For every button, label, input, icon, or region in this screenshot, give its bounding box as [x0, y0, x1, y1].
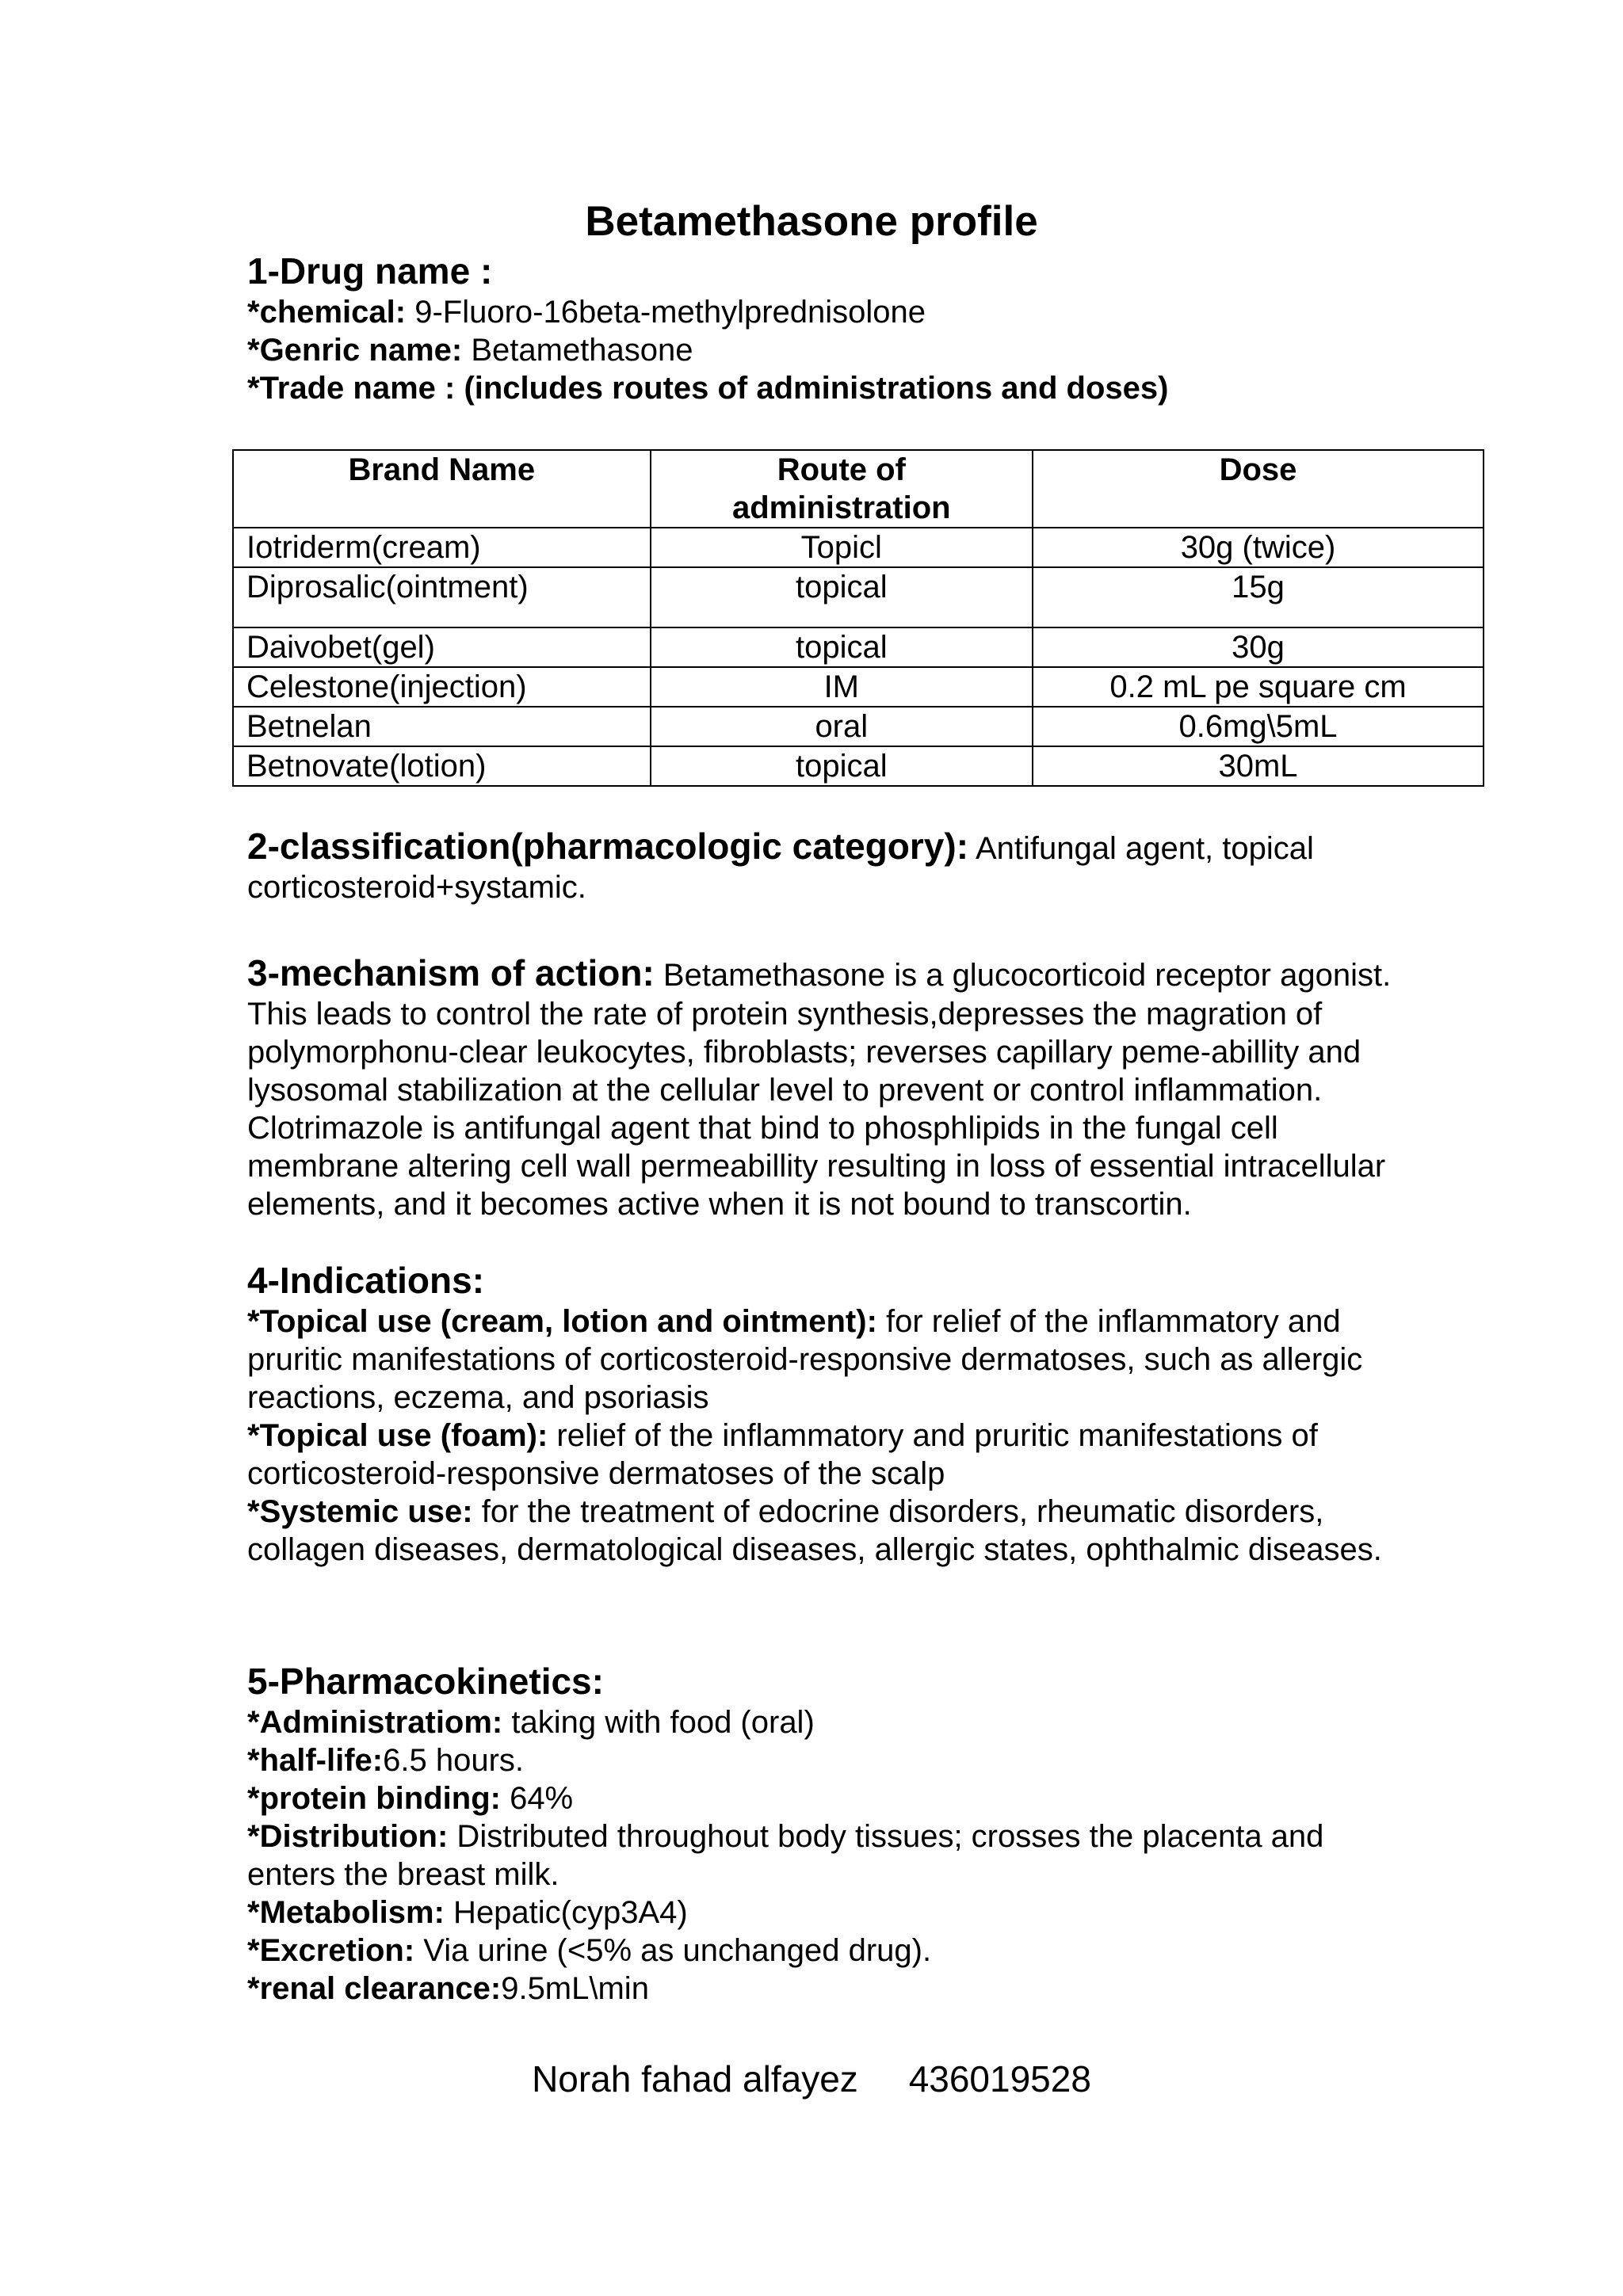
chemical-value: 9-Fluoro-16beta-methylprednisolone — [406, 295, 926, 330]
pk-text: 9.5mL\min — [501, 1971, 649, 2006]
route-cell: oral — [651, 707, 1033, 746]
chemical-line — [247, 293, 1404, 331]
indication-text: for the treatment of edocrine disorders, rheumatic disorders, collagen diseases, dermatological diseases, allergic states, ophthalmic diseases. — [247, 1494, 1382, 1567]
generic-line — [247, 331, 1404, 369]
pk-label: *Administratiom: — [247, 1705, 503, 1740]
classification-heading: 2-classification(pharmacologic category): — [247, 826, 969, 867]
drug-name-heading: 1-Drug name : — [247, 250, 493, 292]
indication-item — [247, 1417, 1404, 1493]
indication-item — [247, 1493, 1404, 1569]
indication-text: relief of the inflammatory and pruritic manifestations of corticosteroid-responsive dermatoses of the scalp — [247, 1418, 1318, 1491]
pk-label: *half-life: — [247, 1743, 384, 1778]
brand-cell: Iotriderm(cream) — [233, 528, 651, 567]
indication-label: *Systemic use: — [247, 1494, 473, 1529]
brand-cell: Diprosalic(ointment) — [233, 567, 651, 627]
table-row — [233, 567, 1484, 627]
pk-text: 6.5 hours. — [383, 1743, 525, 1778]
table-row — [233, 528, 1484, 567]
pk-text: 64% — [500, 1781, 574, 1816]
pk-label: *Distribution: — [247, 1819, 449, 1854]
dose-cell: 15g — [1033, 567, 1484, 627]
indication-text: for relief of the inflammatory and pruritic manifestations of corticosteroid-responsive dermatoses, such as allergic reactions, eczema, and psoriasis — [247, 1304, 1363, 1415]
classification-text: Antifungal agent, topical corticosteroid+systamic. — [247, 831, 1314, 905]
table-header-route: Route of administration — [651, 450, 1033, 528]
pk-text: taking with food (oral) — [502, 1705, 815, 1740]
pharmacokinetics-section — [247, 1659, 1404, 2008]
pk-label: *protein binding: — [247, 1781, 501, 1816]
pk-label: *Metabolism: — [247, 1895, 445, 1930]
route-cell: IM — [651, 667, 1033, 707]
table-row — [233, 667, 1484, 707]
table-header-brand: Brand Name — [233, 450, 651, 528]
brand-cell: Daivobet(gel) — [233, 627, 651, 667]
pk-item — [247, 1779, 1404, 1817]
page-title: Betamethasone profile — [585, 198, 1038, 245]
chemical-label: *chemical: — [247, 295, 407, 330]
route-cell: topical — [651, 746, 1033, 786]
dose-cell: 0.2 mL pe square cm — [1033, 667, 1484, 707]
indication-item — [247, 1302, 1404, 1417]
indication-label: *Topical use (foam): — [247, 1418, 548, 1453]
pk-item — [247, 1817, 1404, 1894]
trade-name-label: *Trade name : (includes routes of administrations and doses) — [247, 371, 1169, 406]
pk-text: Via urine (<5% as unchanged drug). — [414, 1933, 932, 1968]
pharmacokinetics-heading: 5-Pharmacokinetics: — [247, 1661, 604, 1702]
generic-label: *Genric name: — [247, 333, 463, 368]
dose-cell: 30g — [1033, 627, 1484, 667]
indication-label: *Topical use (cream, lotion and ointment): — [247, 1304, 877, 1339]
pk-item — [247, 1703, 1404, 1741]
pk-item — [247, 1932, 1404, 1970]
brand-cell: Betnelan — [233, 707, 651, 746]
mechanism-section — [247, 951, 1404, 1223]
mechanism-text: Betamethasone is a glucocorticoid receptor agonist. This leads to control the rate of protein synthesis,depresses the magration of polymorphonu-clear leukocytes, fibroblasts; reverses capillary peme-abillity and lysosomal stabilization at the cellular level to prevent or control inflammation. Clotrimazole is antifungal agent that bind to phosphlipids in the fungal cell membrane altering cell wall permeabillity resulting in loss of essential intracellular elements, and it becomes active when it is not bound to transcortin. — [247, 958, 1392, 1222]
brand-cell: Celestone(injection) — [233, 667, 651, 707]
route-cell: Topicl — [651, 528, 1033, 567]
route-cell: topical — [651, 627, 1033, 667]
table-row — [233, 707, 1484, 746]
classification-section — [247, 824, 1404, 906]
pk-item — [247, 1970, 1404, 2008]
pk-label: *Excretion: — [247, 1933, 415, 1968]
brand-cell: Betnovate(lotion) — [233, 746, 651, 786]
indications-heading: 4-Indications: — [247, 1260, 485, 1301]
dose-cell: 0.6mg\5mL — [1033, 707, 1484, 746]
pk-label: *renal clearance: — [247, 1971, 502, 2006]
table-row — [233, 746, 1484, 786]
table-header-dose: Dose — [1033, 450, 1484, 528]
drug-name-section — [247, 249, 1404, 407]
brand-table — [232, 449, 1484, 787]
pk-text: Hepatic(cyp3A4) — [444, 1895, 688, 1930]
indications-section — [247, 1258, 1404, 1569]
route-cell: topical — [651, 567, 1033, 627]
dose-cell: 30mL — [1033, 746, 1484, 786]
table-row — [233, 627, 1484, 667]
author-footer — [0, 2057, 1623, 2101]
pk-item — [247, 1741, 1404, 1779]
author-name: Norah fahad alfayez — [532, 2058, 858, 2100]
author-id: 436019528 — [908, 2058, 1091, 2100]
generic-value: Betamethasone — [462, 333, 693, 368]
mechanism-heading: 3-mechanism of action: — [247, 952, 655, 994]
dose-cell: 30g (twice) — [1033, 528, 1484, 567]
pk-text: Distributed throughout body tissues; crosses the placenta and enters the breast milk. — [247, 1819, 1324, 1892]
pk-item — [247, 1894, 1404, 1932]
